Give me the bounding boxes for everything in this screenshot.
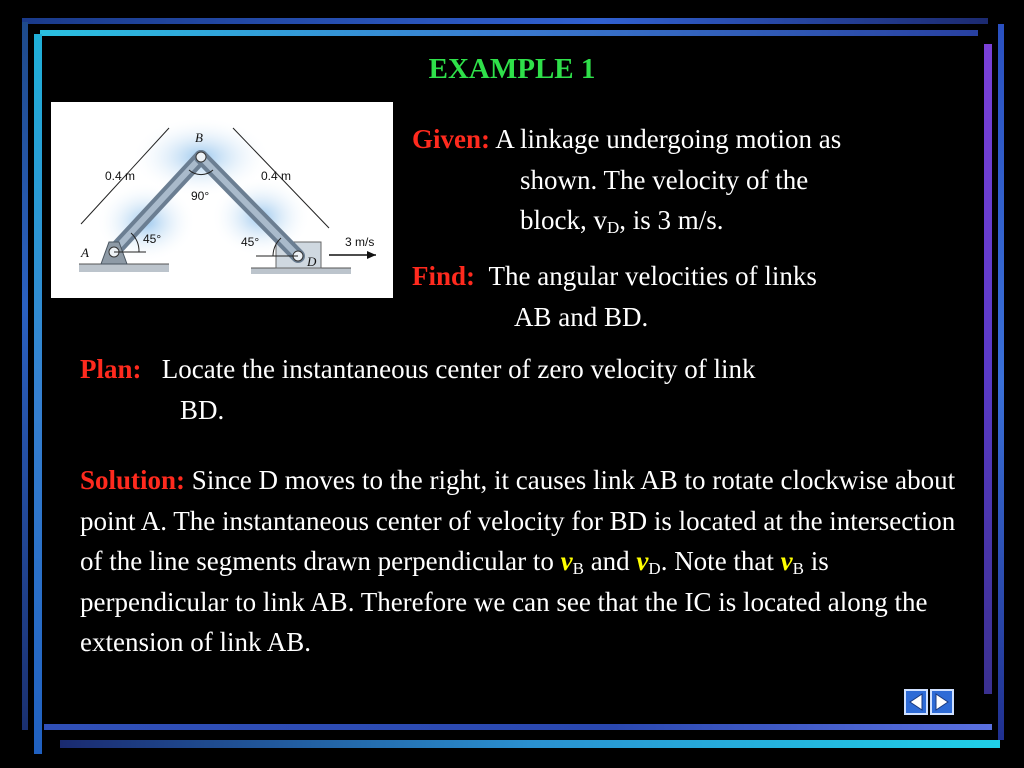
- label-d: D: [307, 254, 317, 269]
- plan-line-2: BD.: [180, 394, 225, 425]
- arrow-right-icon: [932, 691, 952, 713]
- previous-slide-button[interactable]: [904, 689, 928, 715]
- frame-bar-right-inner: [984, 44, 992, 694]
- plan-line-1: Locate the instantaneous center of zero velocity of link: [161, 354, 756, 384]
- ground-d: [251, 268, 351, 274]
- plan-label: Plan:: [80, 354, 142, 384]
- find-label: Find:: [412, 261, 476, 291]
- solution-paragraph: Solution: Since D moves to the right, it causes link AB to rotate clockwise about point A. The instantaneous center of velocity for BD is located at the intersection of the line segments drawn perpendicular to $v_B$ and $v_D$. Note that $v_B$ is perpendicular to link AB. Therefore we can see that the IC is located along the extension of link AB.: [80, 465, 956, 657]
- label-length-bd: 0.4 m: [261, 169, 292, 183]
- frame-bar-bottom-inner: [44, 724, 992, 730]
- find-section: [412, 256, 972, 337]
- label-a: A: [81, 245, 89, 260]
- linkage-diagram-svg: [51, 102, 393, 298]
- frame-bar-bottom-outer: [60, 740, 1000, 748]
- frame-bar-top-outer: [22, 18, 988, 24]
- frame-bar-right-outer: [998, 24, 1004, 740]
- solution-label: Solution:: [80, 465, 186, 495]
- label-angle-a: 45°: [143, 232, 162, 246]
- given-line-3: block, $v_D$, is 3 m/s.: [520, 205, 724, 237]
- label-length-ab: 0.4 m: [105, 169, 136, 183]
- label-b: B: [195, 130, 203, 145]
- ground-a: [79, 264, 169, 272]
- linkage-diagram: [51, 102, 393, 298]
- arrow-left-icon: [906, 691, 926, 713]
- label-velocity: 3 m/s: [345, 235, 375, 249]
- given-line-2: shown. The velocity of the: [520, 164, 809, 195]
- frame-bar-top-inner: [40, 30, 978, 36]
- find-line-2: AB and BD.: [514, 301, 649, 332]
- label-angle-d: 45°: [241, 235, 260, 249]
- next-slide-button[interactable]: [930, 689, 954, 715]
- label-angle-b: 90°: [191, 189, 210, 203]
- frame-bar-left-inner: [34, 34, 42, 754]
- given-section: [412, 119, 972, 241]
- frame-bar-left-outer: [22, 22, 28, 730]
- given-line-1: A linkage undergoing motion as: [495, 124, 842, 154]
- plan-section: [80, 349, 960, 430]
- given-label: Given:: [412, 124, 490, 154]
- joint-b: [196, 152, 206, 162]
- slide-title: EXAMPLE 1: [428, 53, 596, 85]
- find-line-1: The angular velocities of links: [488, 261, 817, 291]
